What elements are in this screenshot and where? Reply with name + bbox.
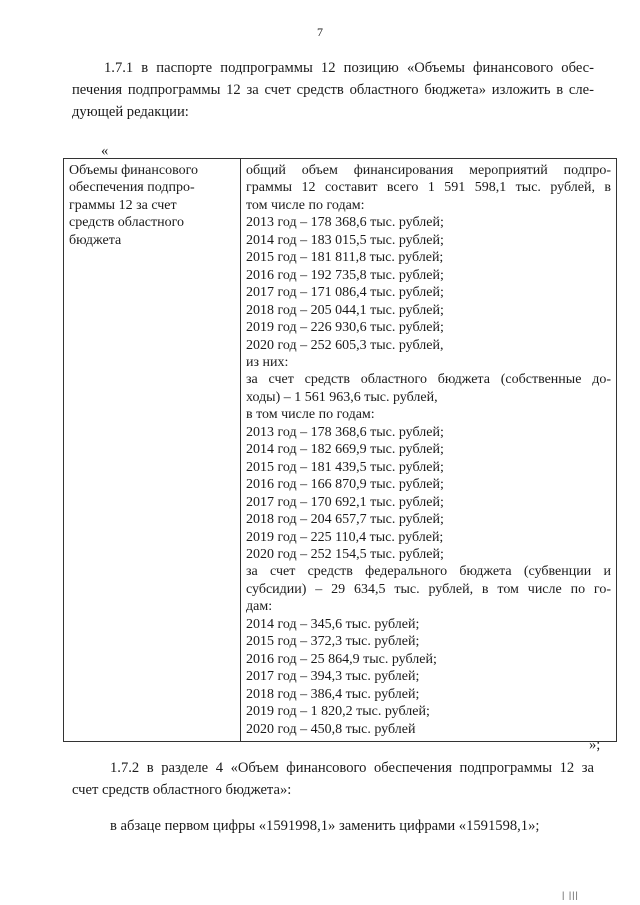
cell-line: обеспечения подпро- [69,180,195,196]
cell-line: за счет средств федерального бюджета (субвенции и [246,564,611,580]
paragraph-1-7-2 [72,757,594,801]
year-line: 2018 год – 386,4 тыс. рублей; [246,686,420,702]
page-number: 7 [317,25,323,39]
position-value-cell [241,159,617,742]
year-line: 2015 год – 372,3 тыс. рублей; [246,634,420,650]
year-line: 2014 год – 183 015,5 тыс. рублей; [246,232,444,248]
cell-line: средств областного [69,215,185,231]
close-quote: »; [589,737,601,753]
cell-line: за счет средств областного бюджета (собственные до- [246,372,611,388]
year-line: 2019 год – 225 110,4 тыс. рублей; [246,529,444,545]
cell-line: ходы) – 1 561 963,6 тыс. рублей, [246,389,438,405]
year-line: 2014 год – 182 669,9 тыс. рублей; [246,442,444,458]
year-line: 2018 год – 204 657,7 тыс. рублей; [246,512,444,528]
paragraph-line: печения подпрограммы 12 за счет средств областного бюджета» изложить в сле- [72,82,594,98]
cell-line: граммы 12 составит всего 1 591 598,1 тыс. рублей, в [246,180,611,196]
cell-line: общий объем финансирования мероприятий подпро- [246,163,611,178]
cell-line: дам: [246,599,273,615]
year-line: 2015 год – 181 439,5 тыс. рублей; [246,459,444,475]
paragraph-line: 1.7.2 в разделе 4 «Объем финансового обеспечения подпрограммы 12 за [110,760,594,776]
year-line: 2017 год – 394,3 тыс. рублей; [246,669,420,685]
year-line: 2015 год – 181 811,8 тыс. рублей; [246,250,444,266]
year-line: 2016 год – 192 735,8 тыс. рублей; [246,267,444,283]
cell-line: в том числе по годам: [246,407,375,423]
year-line: 2019 год – 1 820,2 тыс. рублей; [246,704,430,720]
year-line: 2016 год – 25 864,9 тыс. рублей; [246,651,437,667]
paragraph-line: 1.7.1 в паспорте подпрограммы 12 позицию «Объемы финансового обес- [104,60,594,76]
year-line: 2017 год – 170 692,1 тыс. рублей; [246,494,444,510]
cell-line: субсидии) – 29 634,5 тыс. рублей, в том числе по го- [246,581,611,597]
paragraph-line: дующей редакции: [72,104,189,120]
table-row [64,159,617,742]
year-line: 2013 год – 178 368,6 тыс. рублей; [246,215,444,231]
cell-line: Объемы финансового [69,163,198,178]
paragraph-1-7-1 [72,57,594,123]
year-line: 2018 год – 205 044,1 тыс. рублей; [246,302,444,318]
passport-table [63,158,617,742]
cell-line: граммы 12 за счет [69,197,177,213]
open-quote: « [101,143,109,159]
year-line: 2016 год – 166 870,9 тыс. рублей; [246,477,444,493]
footer-mark: | ||| [562,890,579,900]
cell-line: том числе по годам: [246,197,365,213]
year-line: 2019 год – 226 930,6 тыс. рублей; [246,320,444,336]
year-line: 2020 год – 252 154,5 тыс. рублей; [246,546,444,562]
paragraph-first-abzac: в абзаце первом цифры «1591998,1» заменить цифрами «1591598,1»; [110,818,540,834]
year-line: 2013 год – 178 368,6 тыс. рублей; [246,424,444,440]
year-line: 2017 год – 171 086,4 тыс. рублей; [246,285,444,301]
paragraph-line: счет средств областного бюджета»: [72,782,292,798]
year-line: 2020 год – 450,8 тыс. рублей [246,721,416,737]
cell-line: из них: [246,354,289,370]
position-name-cell [64,159,241,742]
cell-line: бюджета [69,232,122,248]
year-line: 2020 год – 252 605,3 тыс. рублей, [246,337,444,353]
year-line: 2014 год – 345,6 тыс. рублей; [246,616,420,632]
